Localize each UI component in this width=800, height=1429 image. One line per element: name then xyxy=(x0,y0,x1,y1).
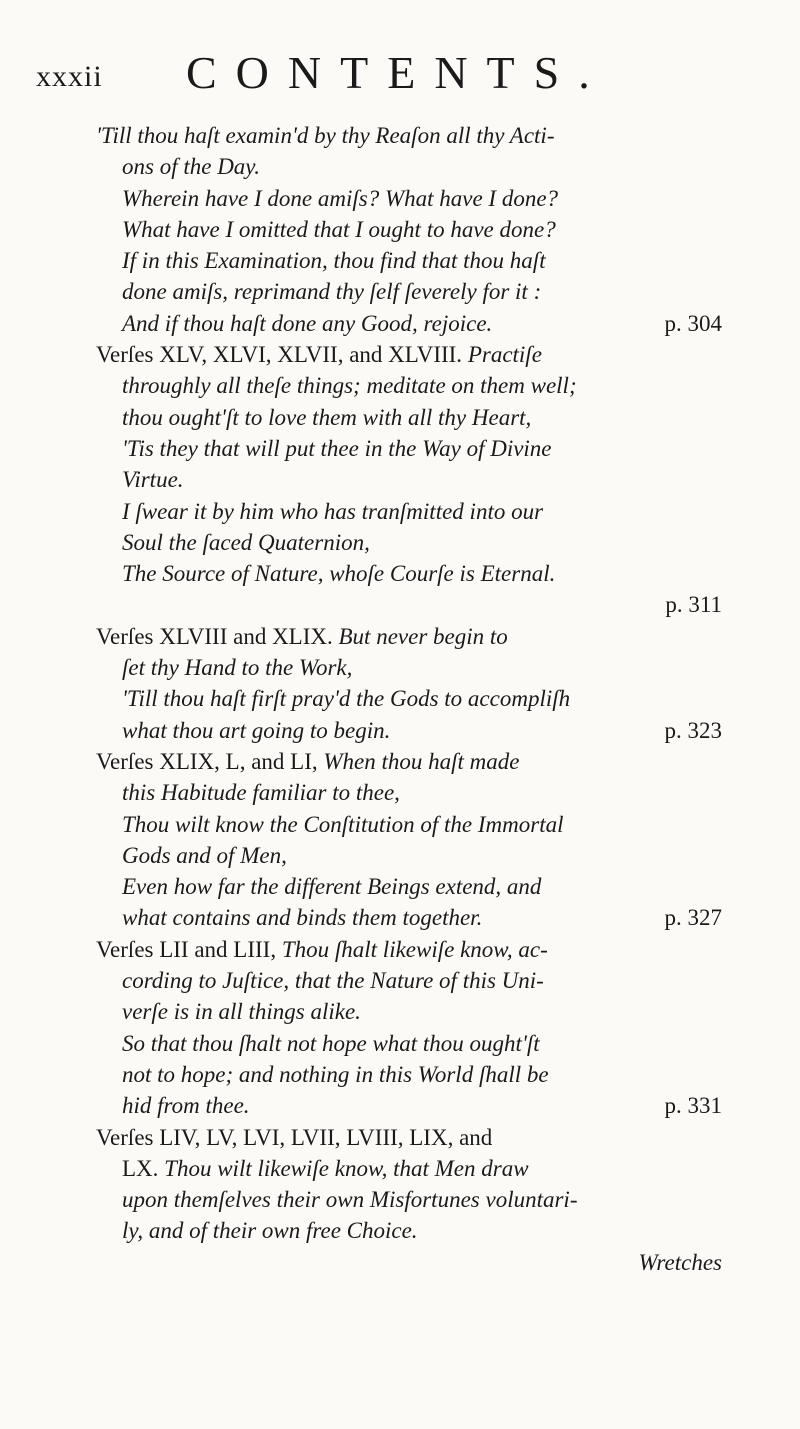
contents-entry xyxy=(96,934,722,1122)
contents-entry xyxy=(96,621,722,746)
contents-entry xyxy=(96,120,722,339)
entry-line xyxy=(96,308,722,339)
entry-line: What have I omitted that I ought to have done? xyxy=(122,216,556,242)
entry-line: done amiſs, reprimand thy ſelf ſeverely for it : xyxy=(122,279,542,305)
entry-line: Gods and of Men, xyxy=(122,842,287,868)
contents-entry xyxy=(96,746,722,934)
entry-line: ſet thy Hand to the Work, xyxy=(122,655,353,681)
entry-line: upon themſelves their own Misfortunes voluntari- xyxy=(122,1187,578,1213)
entry-text: When thou haſt made xyxy=(317,748,520,774)
entry-text: Thou ſhalt likewiſe know, ac- xyxy=(276,936,548,962)
entry-line: this Habitude familiar to thee, xyxy=(122,780,400,806)
page-reference: p. 327 xyxy=(664,905,722,931)
verse-numbers: Verſes XLIX, L, and LI, xyxy=(96,748,318,774)
contents-body xyxy=(96,120,722,1278)
entry-line: Virtue. xyxy=(122,467,184,493)
entry-text: Thou wilt likewiſe know, that Men draw xyxy=(158,1155,529,1181)
entry-line xyxy=(96,902,722,933)
page-reference: p. 323 xyxy=(664,717,722,743)
entry-line: cording to Juſtice, that the Nature of this Uni- xyxy=(122,968,544,994)
entry-line: 'Till thou haſt firſt pray'd the Gods to accompliſh xyxy=(122,686,571,712)
entry-line: thou ought'ſt to love them with all thy Heart, xyxy=(122,404,532,430)
entry-line: 'Till thou haſt examin'd by thy Reaſon all thy Acti- xyxy=(96,123,555,148)
entry-line: throughly all theſe things; meditate on them well; xyxy=(122,373,577,399)
entry-line xyxy=(96,339,722,370)
page-header xyxy=(36,46,764,106)
entry-line xyxy=(96,934,722,965)
entry-line: Soul the ſaced Quaternion, xyxy=(122,529,370,555)
page-reference: p. 311 xyxy=(665,592,722,618)
contents-entry xyxy=(96,1122,722,1247)
entry-line: If in this Examination, thou find that thou haſt xyxy=(122,248,546,274)
entry-line: So that thou ſhalt not hope what thou ought'ſt xyxy=(122,1030,540,1056)
entry-line: ons of the Day. xyxy=(122,154,260,180)
entry-line: ly, and of their own free Choice. xyxy=(122,1218,418,1244)
entry-line: not to hope; and nothing in this World ſhall be xyxy=(122,1061,549,1087)
entry-line xyxy=(96,621,722,652)
running-head: CONTENTS. xyxy=(186,47,609,98)
page-number: xxxii xyxy=(36,60,103,93)
entry-text: But never begin to xyxy=(332,623,508,649)
entry-text: And if thou haſt done any Good, rejoice. xyxy=(122,310,493,336)
entry-line: Even how far the different Beings extend, and xyxy=(122,874,542,900)
entry-line: verſe is in all things alike. xyxy=(122,999,361,1025)
entry-line xyxy=(96,1153,722,1184)
catchword: Wretches xyxy=(638,1249,722,1275)
entry-line: Verſes LIV, LV, LVI, LVII, LVIII, LIX, and xyxy=(96,1124,493,1150)
entry-line xyxy=(96,746,722,777)
entry-text: Practiſe xyxy=(462,342,542,368)
entry-line: The Source of Nature, whoſe Courſe is Eternal. xyxy=(122,561,556,587)
entry-text: what contains and binds them together. xyxy=(122,905,483,931)
entry-line: Thou wilt know the Conſtitution of the Immortal xyxy=(122,811,564,837)
verse-numbers: LX. xyxy=(122,1155,159,1181)
page-reference: p. 304 xyxy=(664,310,722,336)
entry-line xyxy=(96,715,722,746)
entry-line xyxy=(96,1090,722,1121)
entry-text: what thou art going to begin. xyxy=(122,717,391,743)
entry-line: I ſwear it by him who has tranſmitted into our xyxy=(122,498,544,524)
entry-text: hid from thee. xyxy=(122,1093,250,1119)
entry-line: Wherein have I done amiſs? What have I done? xyxy=(122,185,559,211)
verse-numbers: Verſes XLV, XLVI, XLVII, and XLVIII. xyxy=(96,342,463,368)
entry-line: 'Tis they that will put thee in the Way of Divine xyxy=(122,435,552,461)
verse-numbers: Verſes LII and LIII, xyxy=(96,936,277,962)
contents-entry xyxy=(96,339,722,621)
page-reference: p. 331 xyxy=(664,1093,722,1119)
verse-numbers: Verſes XLVIII and XLIX. xyxy=(96,623,333,649)
